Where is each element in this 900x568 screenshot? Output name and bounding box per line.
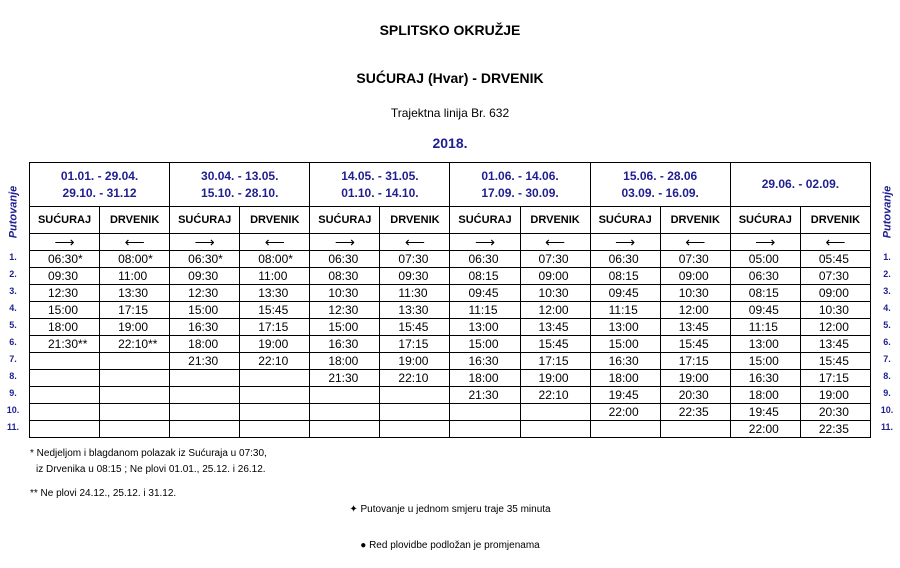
departure-time: 22:10 xyxy=(380,370,450,387)
departure-time: 09:00 xyxy=(660,268,730,285)
departure-time: 15:00 xyxy=(310,319,380,336)
departure-time: 06:30 xyxy=(310,251,380,268)
note-single-star-line2: iz Drvenika u 08:15 ; Ne plovi 01.01., 25.12. i 26.12. xyxy=(36,464,266,475)
period-dates-line1: 29.06. - 02.09. xyxy=(761,177,840,191)
departure-time: 19:00 xyxy=(100,319,170,336)
departure-time xyxy=(310,421,380,438)
departure-time xyxy=(170,404,240,421)
departure-time xyxy=(590,421,660,438)
departure-time: 09:00 xyxy=(800,285,870,302)
trip-row xyxy=(30,336,871,353)
departure-time xyxy=(170,421,240,438)
departure-time xyxy=(30,387,100,404)
departure-time xyxy=(30,404,100,421)
departure-time: 21:30 xyxy=(310,370,380,387)
departure-time: 22:00 xyxy=(590,404,660,421)
departure-time: 15:00 xyxy=(450,336,520,353)
trip-row xyxy=(30,387,871,404)
departure-time: 21:30 xyxy=(170,353,240,370)
trip-number: 9. xyxy=(9,388,17,398)
trip-number: 2. xyxy=(9,269,17,279)
port-departure-sucuraj: SUĆURAJ xyxy=(310,207,380,234)
departure-time: 13:00 xyxy=(450,319,520,336)
departure-time: 17:15 xyxy=(800,370,870,387)
departure-time: 06:30 xyxy=(730,268,800,285)
departure-time xyxy=(170,387,240,404)
trip-number: 1. xyxy=(9,252,17,262)
departure-time: 10:30 xyxy=(520,285,590,302)
departure-time: 12:00 xyxy=(660,302,730,319)
trip-number: 2. xyxy=(883,269,891,279)
period-dates-line2: 15.10. - 28.10. xyxy=(201,185,279,200)
trip-number: 11. xyxy=(880,422,893,432)
departure-time: 19:00 xyxy=(380,353,450,370)
departure-time: 15:45 xyxy=(800,353,870,370)
departure-time: 09:30 xyxy=(380,268,450,285)
departure-time: 19:00 xyxy=(240,336,310,353)
departure-time: 22:00 xyxy=(730,421,800,438)
departure-time: 16:30 xyxy=(310,336,380,353)
departure-time: 22:10 xyxy=(520,387,590,404)
port-departure-sucuraj: SUĆURAJ xyxy=(450,207,520,234)
departure-time: 18:00 xyxy=(590,370,660,387)
departure-time: 08:15 xyxy=(450,268,520,285)
trip-number: 7. xyxy=(883,354,891,364)
departure-time: 12:00 xyxy=(800,319,870,336)
departure-time: 10:30 xyxy=(800,302,870,319)
departure-time: 07:30 xyxy=(800,268,870,285)
trip-number: 8. xyxy=(9,371,17,381)
departure-time: 18:00 xyxy=(730,387,800,404)
departure-time: 17:15 xyxy=(100,302,170,319)
departure-time: 11:00 xyxy=(240,268,310,285)
departure-time xyxy=(100,387,170,404)
departure-time: 22:35 xyxy=(800,421,870,438)
departure-time: 15:45 xyxy=(240,302,310,319)
port-departure-drvenik: DRVENIK xyxy=(380,207,450,234)
note-double-star: ** Ne plovi 24.12., 25.12. i 31.12. xyxy=(30,488,177,499)
year-title: 2018. xyxy=(432,135,468,151)
period-header xyxy=(450,163,590,207)
departure-time: 16:30 xyxy=(170,319,240,336)
arrow-right-icon: ⟶ xyxy=(170,234,240,251)
departure-time: 08:00* xyxy=(100,251,170,268)
arrow-left-icon: ⟵ xyxy=(380,234,450,251)
arrow-left-icon: ⟵ xyxy=(240,234,310,251)
trip-number: 8. xyxy=(883,371,891,381)
trip-number: 9. xyxy=(883,388,891,398)
port-row xyxy=(30,207,871,234)
arrow-right-icon: ⟶ xyxy=(590,234,660,251)
departure-time: 17:15 xyxy=(240,319,310,336)
departure-time xyxy=(170,370,240,387)
departure-time: 09:45 xyxy=(590,285,660,302)
departure-time xyxy=(450,421,520,438)
departure-time: 06:30* xyxy=(170,251,240,268)
departure-time xyxy=(660,421,730,438)
port-departure-drvenik: DRVENIK xyxy=(100,207,170,234)
arrow-right-icon: ⟶ xyxy=(730,234,800,251)
departure-time: 19:00 xyxy=(800,387,870,404)
arrow-left-icon: ⟵ xyxy=(800,234,870,251)
trip-number: 6. xyxy=(883,337,891,347)
departure-time: 13:30 xyxy=(240,285,310,302)
departure-time xyxy=(240,387,310,404)
departure-time: 16:30 xyxy=(730,370,800,387)
note-schedule-changes: ● Red plovidbe podložan je promjenama xyxy=(360,540,540,551)
arrow-right-icon: ⟶ xyxy=(30,234,100,251)
departure-time: 20:30 xyxy=(800,404,870,421)
departure-time: 19:45 xyxy=(730,404,800,421)
side-label-left: Putovanje xyxy=(7,185,20,239)
trip-number: 4. xyxy=(9,303,17,313)
period-dates-line2: 03.09. - 16.09. xyxy=(621,185,699,200)
departure-time: 07:30 xyxy=(660,251,730,268)
departure-time xyxy=(240,421,310,438)
direction-row xyxy=(30,234,871,251)
departure-time: 21:30** xyxy=(30,336,100,353)
departure-time: 05:45 xyxy=(800,251,870,268)
arrow-left-icon: ⟵ xyxy=(520,234,590,251)
departure-time: 17:15 xyxy=(380,336,450,353)
trip-row xyxy=(30,421,871,438)
departure-time: 06:30* xyxy=(30,251,100,268)
trip-number: 4. xyxy=(883,303,891,313)
period-dates-line1: 14.05. - 31.05. xyxy=(341,168,419,183)
departure-time: 17:15 xyxy=(520,353,590,370)
port-departure-sucuraj: SUĆURAJ xyxy=(590,207,660,234)
departure-time: 13:30 xyxy=(100,285,170,302)
port-departure-sucuraj: SUĆURAJ xyxy=(30,207,100,234)
period-header xyxy=(170,163,310,207)
departure-time: 11:30 xyxy=(380,285,450,302)
departure-time: 13:45 xyxy=(660,319,730,336)
trip-row xyxy=(30,404,871,421)
departure-time: 12:00 xyxy=(520,302,590,319)
departure-time: 08:15 xyxy=(590,268,660,285)
departure-time: 12:30 xyxy=(310,302,380,319)
period-header xyxy=(730,163,870,207)
departure-time: 09:45 xyxy=(450,285,520,302)
departure-time: 22:35 xyxy=(660,404,730,421)
trip-number: 1. xyxy=(883,252,891,262)
trip-row xyxy=(30,370,871,387)
note-single-star-line1: * Nedjeljom i blagdanom polazak iz Sućuraja u 07:30, xyxy=(30,448,267,459)
departure-time: 13:45 xyxy=(520,319,590,336)
departure-time xyxy=(310,404,380,421)
port-departure-drvenik: DRVENIK xyxy=(520,207,590,234)
departure-time xyxy=(100,370,170,387)
departure-time xyxy=(100,404,170,421)
departure-time xyxy=(30,421,100,438)
departure-time: 10:30 xyxy=(660,285,730,302)
arrow-right-icon: ⟶ xyxy=(450,234,520,251)
departure-time xyxy=(30,353,100,370)
departure-time xyxy=(380,421,450,438)
departure-time: 09:45 xyxy=(730,302,800,319)
ferry-timetable xyxy=(29,162,871,438)
departure-time: 17:15 xyxy=(660,353,730,370)
departure-time: 12:30 xyxy=(170,285,240,302)
departure-time xyxy=(100,421,170,438)
departure-time: 11:15 xyxy=(730,319,800,336)
departure-time: 07:30 xyxy=(520,251,590,268)
line-subtitle: Trajektna linija Br. 632 xyxy=(390,106,510,120)
trip-row xyxy=(30,285,871,302)
trip-number: 3. xyxy=(883,286,891,296)
trip-row xyxy=(30,319,871,336)
departure-time: 19:00 xyxy=(520,370,590,387)
trip-row xyxy=(30,353,871,370)
departure-time: 09:00 xyxy=(520,268,590,285)
period-dates-line2: 01.10. - 14.10. xyxy=(341,185,419,200)
departure-time: 09:30 xyxy=(170,268,240,285)
departure-time: 20:30 xyxy=(660,387,730,404)
departure-time xyxy=(520,404,590,421)
period-dates-line1: 15.06. - 28.06 xyxy=(623,168,698,183)
departure-time: 11:15 xyxy=(590,302,660,319)
port-departure-drvenik: DRVENIK xyxy=(660,207,730,234)
period-dates-line1: 01.06. - 14.06. xyxy=(481,168,559,183)
departure-time: 13:30 xyxy=(380,302,450,319)
departure-time: 15:45 xyxy=(520,336,590,353)
departure-time: 13:00 xyxy=(730,336,800,353)
trip-number: 5. xyxy=(883,320,891,330)
departure-time: 19:45 xyxy=(590,387,660,404)
trip-number: 6. xyxy=(9,337,17,347)
departure-time: 19:00 xyxy=(660,370,730,387)
departure-time: 18:00 xyxy=(310,353,380,370)
region-title: SPLITSKO OKRUŽJE xyxy=(379,22,521,38)
trip-number: 11. xyxy=(6,422,19,432)
trip-number: 7. xyxy=(9,354,17,364)
trip-row xyxy=(30,251,871,268)
departure-time: 09:30 xyxy=(30,268,100,285)
departure-time: 07:30 xyxy=(380,251,450,268)
period-row xyxy=(30,163,871,207)
departure-time: 22:10** xyxy=(100,336,170,353)
departure-time: 16:30 xyxy=(450,353,520,370)
note-duration: ✦ Putovanje u jednom smjeru traje 35 minuta xyxy=(349,504,551,515)
departure-time: 11:00 xyxy=(100,268,170,285)
departure-time: 12:30 xyxy=(30,285,100,302)
departure-time: 15:00 xyxy=(30,302,100,319)
departure-time xyxy=(30,370,100,387)
departure-time xyxy=(380,404,450,421)
departure-time: 18:00 xyxy=(450,370,520,387)
departure-time: 15:45 xyxy=(660,336,730,353)
period-header xyxy=(310,163,450,207)
departure-time: 21:30 xyxy=(450,387,520,404)
arrow-left-icon: ⟵ xyxy=(100,234,170,251)
departure-time: 06:30 xyxy=(590,251,660,268)
departure-time xyxy=(520,421,590,438)
departure-time: 05:00 xyxy=(730,251,800,268)
period-header xyxy=(590,163,730,207)
period-header xyxy=(30,163,170,207)
port-departure-sucuraj: SUĆURAJ xyxy=(730,207,800,234)
port-departure-drvenik: DRVENIK xyxy=(240,207,310,234)
departure-time: 16:30 xyxy=(590,353,660,370)
trip-number: 3. xyxy=(9,286,17,296)
departure-time: 08:30 xyxy=(310,268,380,285)
departure-time: 15:00 xyxy=(170,302,240,319)
departure-time: 22:10 xyxy=(240,353,310,370)
departure-time: 08:15 xyxy=(730,285,800,302)
route-title: SUĆURAJ (Hvar) - DRVENIK xyxy=(356,70,544,86)
period-dates-line1: 30.04. - 13.05. xyxy=(201,168,279,183)
period-dates-line1: 01.01. - 29.04. xyxy=(60,168,139,183)
arrow-left-icon: ⟵ xyxy=(660,234,730,251)
departure-time: 06:30 xyxy=(450,251,520,268)
trip-row xyxy=(30,268,871,285)
period-dates-line2: 29.10. - 31.12 xyxy=(62,185,137,200)
trip-number-column-left xyxy=(2,162,24,437)
departure-time xyxy=(240,370,310,387)
departure-time xyxy=(450,404,520,421)
period-dates-line2: 17.09. - 30.09. xyxy=(481,185,559,200)
note-single-star xyxy=(30,446,267,478)
departure-time: 11:15 xyxy=(450,302,520,319)
departure-time: 15:00 xyxy=(730,353,800,370)
departure-time: 15:45 xyxy=(380,319,450,336)
trip-number: 5. xyxy=(9,320,17,330)
departure-time: 13:00 xyxy=(590,319,660,336)
departure-time: 10:30 xyxy=(310,285,380,302)
trip-number-column-right xyxy=(876,162,898,437)
trip-row xyxy=(30,302,871,319)
port-departure-sucuraj: SUĆURAJ xyxy=(170,207,240,234)
trip-number: 10. xyxy=(6,405,20,415)
departure-time xyxy=(100,353,170,370)
departure-time: 18:00 xyxy=(30,319,100,336)
departure-time xyxy=(380,387,450,404)
departure-time: 08:00* xyxy=(240,251,310,268)
departure-time: 13:45 xyxy=(800,336,870,353)
departure-time: 18:00 xyxy=(170,336,240,353)
trip-number: 10. xyxy=(880,405,894,415)
departure-time: 15:00 xyxy=(590,336,660,353)
departure-time xyxy=(240,404,310,421)
departure-time xyxy=(310,387,380,404)
port-departure-drvenik: DRVENIK xyxy=(800,207,870,234)
side-label-right: Putovanje xyxy=(881,185,894,239)
arrow-right-icon: ⟶ xyxy=(310,234,380,251)
